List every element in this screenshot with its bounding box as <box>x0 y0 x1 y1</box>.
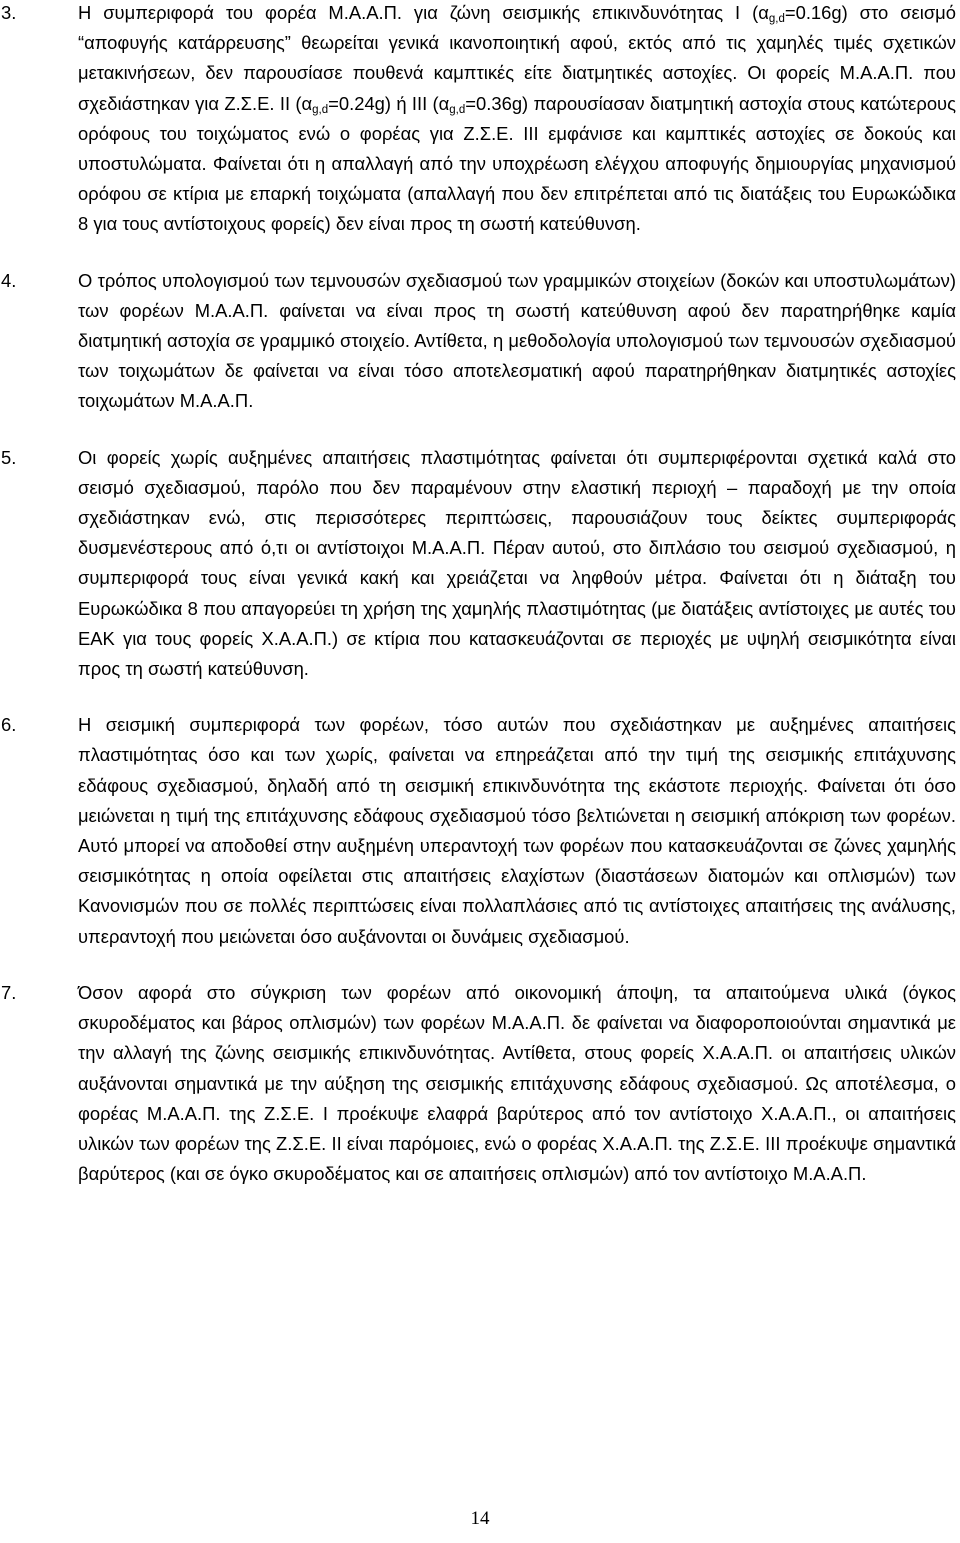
item-text: Όσον αφορά στο σύγκριση των φορέων από οικονομική άποψη, τα απαιτούμενα υλικά (όγκος σκυροδέματος και βάρος οπλισμών) των φορέων Μ.Α.Α.Π. δε φαίνεται να διαφοροποιούνται σημαντικά με την αλλαγή της ζώνης σεισμικής επικινδυνότητας. Αντίθετα, στους φορείς Χ.Α.Α.Π. οι απαιτήσεις υλικών αυξάνονται σημαντικά με την αύξηση της σεισμικής επιτάχυνσης εδάφους σχεδιασμού. Ως αποτέλεσμα, ο φορέας Μ.Α.Α.Π. της Ζ.Σ.Ε. Ι προέκυψε ελαφρά βαρύτερος από τον αντίστοιχο Χ.Α.Α.Π., οι απαιτήσεις υλικών των φορέων της Ζ.Σ.Ε. ΙΙ είναι παρόμοιες, ενώ ο φορέας Χ.Α.Α.Π. της Ζ.Σ.Ε. ΙΙΙ προέκυψε σημαντικά βαρύτερος (και σε όγκο σκυροδέματος και σε απαιτήσεις οπλισμών) από τον αντίστοιχο Μ.Α.Α.Π. <box>78 981 956 1185</box>
list-item-7 <box>0 978 960 1189</box>
list-item-3 <box>0 0 960 240</box>
item-text: Ο τρόπος υπολογισμού των τεμνουσών σχεδιασμού των γραμμικών στοιχείων (δοκών και υποστυλωμάτων) των φορέων Μ.Α.Α.Π. φαίνεται να είναι προς τη σωστή κατεύθυνση αφού δεν παρατηρήθηκε καμία διατμητική αστοχία σε γραμμικό στοιχείο. Αντίθετα, η μεθοδολογία υπολογισμού των τεμνουσών σχεδιασμού των τοιχωμάτων δε φαίνεται να είναι τόσο αποτελεσματική αφού παρατηρήθηκαν διατμητικές αστοχίες τοιχωμάτων Μ.Α.Α.Π. <box>78 269 956 412</box>
list-item-6 <box>0 710 960 952</box>
item-number: 7. <box>1 981 17 1003</box>
item-text: Η συμπεριφορά του φορέα Μ.Α.Α.Π. για ζώνη σεισμικής επικινδυνότητας Ι $(\alpha_{g,d}=0.16g)$ στο σεισμό “αποφυγής κατάρρευσης” θεωρείται γενικά ικανοποιητική αφού, εκτός από τις χαμηλές τιμές σχετικών μετακινήσεων, δεν παρουσίασε πουθενά καμπτικές είτε διατμητικές αστοχίες. Οι φορείς Μ.Α.Α.Π. που σχεδιάστηκαν για Ζ.Σ.Ε. ΙΙ $(\alpha_{g,d}=0.24g)$ ή ΙΙΙ $(\alpha_{g,d}=0.36g)$ παρουσίασαν διατμητική αστοχία στους κατώτερους ορόφους του τοιχώματος ενώ ο φορέας για Ζ.Σ.Ε. ΙΙΙ εμφάνισε και καμπτικές αστοχίες σε δοκούς και υποστυλώματα. Φαίνεται ότι η απαλλαγή από την υποχρέωση ελέγχου αποφυγής δημιουργίας μηχανισμού ορόφου σε κτίρια με επαρκή τοιχώματα (απαλλαγή που δεν επιτρέπεται από τις διατάξεις του Ευρωκώδικα 8 για τους αντίστοιχους φορείς) δεν είναι προς τη σωστή κατεύθυνση. <box>78 2 956 235</box>
item-number: 4. <box>1 269 17 291</box>
item-text: Οι φορείς χωρίς αυξημένες απαιτήσεις πλαστιμότητας φαίνεται ότι συμπεριφέρονται σχετικά καλά στο σεισμό σχεδιασμού, παρόλο που δεν παραμένουν στην ελαστική περιοχή – παραδοχή με την οποία σχεδιάστηκαν ενώ, στις περισσότερες περιπτώσεις, παρουσιάζουν τους δείκτες συμπεριφοράς δυσμενέστερους από ό,τι οι αντίστοιχοι Μ.Α.Α.Π. Πέραν αυτού, στο διπλάσιο του σεισμού σχεδιασμού, η συμπεριφορά τους είναι γενικά κακή και χρειάζεται να ληφθούν μέτρα. Φαίνεται ότι η διάταξη του Ευρωκώδικα 8 που απαγορεύει τη χρήση της χαμηλής πλαστιμότητας (με διατάξεις αντίστοιχες με αυτές του ΕΑΚ για τους φορείς Χ.Α.Α.Π.) σε κτίρια που κατασκευάζονται σε περιοχές με υψηλή σεισμικότητα είναι προς τη σωστή κατεύθυνση. <box>78 446 956 680</box>
item-number: 3. <box>1 2 17 23</box>
page-number: 14 <box>470 1508 490 1529</box>
list-item-4 <box>0 266 960 417</box>
item-number: 6. <box>1 714 17 736</box>
item-number: 5. <box>1 446 17 468</box>
list-item-5 <box>0 443 960 685</box>
item-text: Η σεισμική συμπεριφορά των φορέων, τόσο αυτών που σχεδιάστηκαν με αυξημένες απαιτήσεις πλαστιμότητας όσο και των χωρίς, φαίνεται να επηρεάζεται από την τιμή της σεισμικής επιτάχυνσης εδάφους σχεδιασμού, δηλαδή από τη σεισμική επικινδυνότητα της εκάστοτε περιοχής. Φαίνεται ότι όσο μειώνεται η τιμή της επιτάχυνσης εδάφους σχεδιασμού τόσο βελτιώνεται η σεισμική απόκριση των φορέων. Αυτό μπορεί να αποδοθεί στην αυξημένη υπεραντοχή των φορέων που κατασκευάζονται σε ζώνες χαμηλής σεισμικότητας η οποία οφείλεται στις απαιτήσεις ελαχίστων (διαστάσεων διατομών και οπλισμών) των Κανονισμών που σε πολλές περιπτώσεις είναι πολλαπλάσιες από τις αντίστοιχες απαιτήσεις της ανάλυσης, υπεραντοχή που μειώνεται όσο αυξάνονται οι δυνάμεις σχεδιασμού. <box>78 714 956 947</box>
